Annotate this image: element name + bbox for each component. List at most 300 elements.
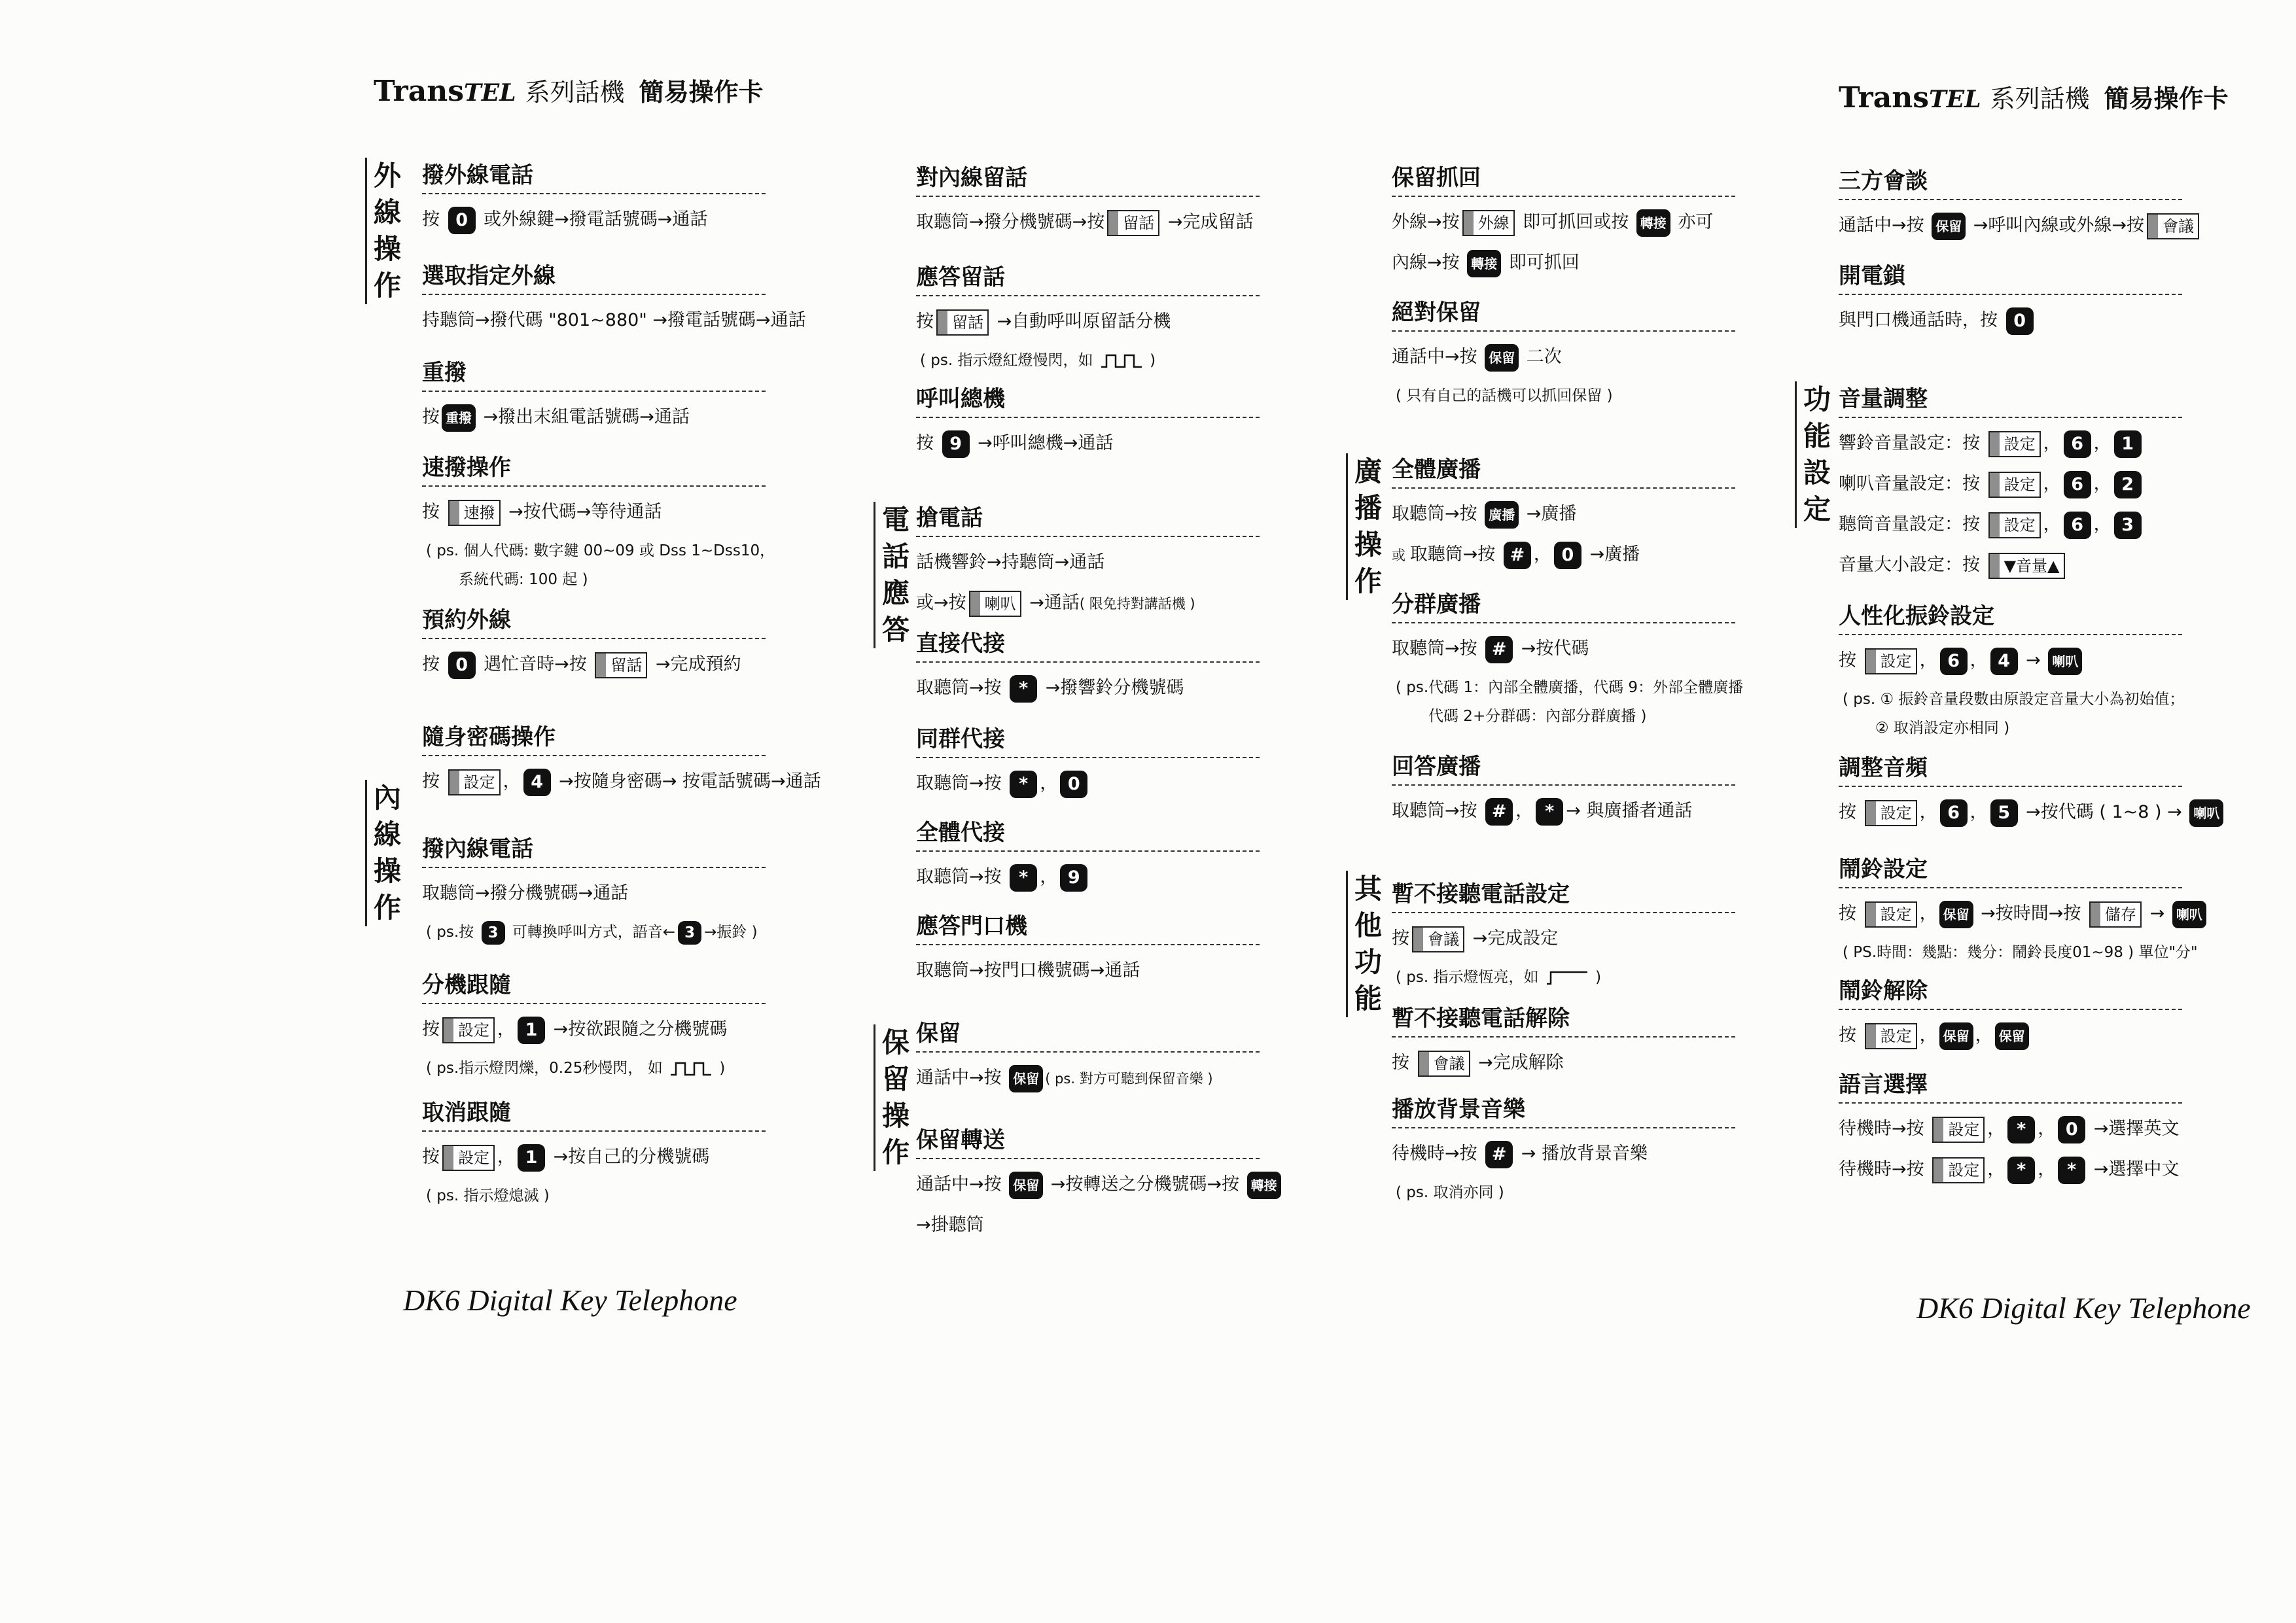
instruction-lines [422, 873, 766, 914]
instruction-text: ， [1919, 903, 1937, 924]
instruction-text: ( ps. 指示燈恆亮，如 [1396, 969, 1544, 986]
key-0: 0 [448, 207, 476, 234]
instruction-text: ， [2038, 1119, 2056, 1139]
instruction-text: 取聽筒→按 [1392, 801, 1483, 821]
instruction-section [916, 626, 1260, 708]
instruction-section [1392, 452, 1735, 575]
side-category-label: 外線操作 [365, 158, 404, 304]
key-redial: 重撥 [442, 404, 476, 432]
instruction-text: →選擇中文 [2088, 1159, 2180, 1179]
instruction-lines [422, 492, 766, 532]
instruction-text: ， [2043, 474, 2061, 494]
instruction-lines [1839, 1109, 2182, 1190]
key-speaker: 喇叭 [969, 591, 1021, 617]
instruction-lines [916, 423, 1260, 464]
instruction-text: →按欲跟隨之分機號碼 [548, 1019, 728, 1039]
instruction-text: ) [1590, 969, 1602, 986]
instruction-text: 按 [1839, 903, 1862, 924]
instruction-line [1839, 894, 2202, 934]
instruction-text: ， [2093, 514, 2111, 534]
key-hold: 保留 [1995, 1022, 2029, 1050]
key-1: 1 [518, 1144, 545, 1172]
instruction-line [1839, 640, 2182, 681]
instruction-section [1392, 1092, 1735, 1207]
instruction-text: ， [1969, 650, 1988, 671]
instruction-line [1392, 791, 1735, 831]
key-6: 6 [2064, 512, 2091, 539]
instruction-text: 二次 [1521, 347, 1562, 367]
instruction-text: 聽筒音量設定：按 [1839, 514, 1986, 534]
key-4: 4 [523, 769, 551, 796]
instruction-line [916, 583, 1260, 623]
instruction-text: →選擇英文 [2088, 1119, 2180, 1139]
section-title: 暫不接聽電話設定 [1392, 877, 1735, 913]
instruction-text: →撥出末組電話號碼→通話 [478, 407, 690, 427]
instruction-text: 待機時→按 [1392, 1143, 1483, 1164]
instruction-line [916, 951, 1260, 991]
key-setting: 設定 [1865, 800, 1917, 826]
key-star: * [1010, 771, 1037, 798]
section-title: 保留抓回 [1392, 160, 1735, 197]
instruction-note [1392, 702, 1735, 731]
slow-blink-waveform-icon [1101, 353, 1142, 370]
series-label: 系列話機 [1990, 84, 2090, 113]
instruction-note [1392, 381, 1735, 410]
instruction-text: 與門口機通話時，按 [1839, 310, 2004, 330]
instruction-section [916, 815, 1260, 898]
section-title: 調整音頻 [1839, 750, 2182, 787]
key-hash: # [1485, 798, 1513, 826]
key-setting: 設定 [1865, 1023, 1917, 1049]
instruction-text: ) [715, 1060, 726, 1077]
brand-trans: Trans [374, 75, 464, 108]
instruction-section [422, 968, 766, 1083]
instruction-note [1839, 938, 2198, 967]
instruction-lines [1839, 300, 2182, 341]
instruction-text: →完成留話 [1162, 212, 1254, 232]
instruction-text: ( ps.代碼 1：內部全體廣播，代碼 9：外部全體廣播 [1396, 679, 1744, 696]
instruction-text: →完成預約 [650, 654, 741, 674]
instruction-notes [1392, 963, 1735, 992]
instruction-section [422, 720, 821, 802]
instruction-text: 按 [1392, 1053, 1415, 1073]
instruction-text: ( ps. 指示燈紅燈慢閃，如 [920, 352, 1098, 369]
instruction-notes [1392, 381, 1735, 410]
key-2: 2 [2114, 471, 2142, 498]
key-message: 留話 [1107, 210, 1159, 236]
key-transfer: 轉接 [1247, 1172, 1281, 1199]
instruction-text: ， [497, 1019, 515, 1039]
instruction-lines [1392, 629, 1735, 669]
instruction-text: 代碼 2+分群碼：內部分群廣播 ) [1428, 708, 1647, 725]
instruction-text: →通話 [1023, 593, 1080, 613]
key-message: 留話 [936, 309, 989, 336]
instruction-lines [916, 951, 1260, 991]
instruction-lines [916, 1058, 1260, 1098]
instruction-lines [1392, 494, 1735, 575]
instruction-section [1392, 749, 1735, 831]
instruction-note [1392, 673, 1744, 702]
instruction-text: 通話中→按 [1839, 215, 1930, 236]
key-0: 0 [1554, 542, 1581, 569]
instruction-section [422, 831, 766, 947]
instruction-text: 通話中→按 [916, 1068, 1008, 1088]
instruction-notes [916, 346, 1260, 375]
instruction-section [916, 160, 1260, 243]
instruction-text: →完成設定 [1467, 928, 1559, 949]
instruction-section [1392, 1001, 1735, 1083]
instruction-lines [1839, 640, 2182, 681]
key-star: * [2058, 1157, 2085, 1184]
instruction-text: → [2144, 903, 2170, 924]
key-setting: 設定 [1932, 1117, 1985, 1143]
instruction-line [422, 873, 766, 914]
instruction-text: 按 [422, 1019, 440, 1039]
instruction-text: 取聽筒→按 [916, 773, 1008, 794]
instruction-text: ② 取消設定亦相同 ) [1875, 720, 2010, 737]
instruction-text: 響鈴音量設定：按 [1839, 433, 1986, 453]
key-hold: 保留 [1939, 901, 1973, 928]
instruction-line [1839, 792, 2220, 833]
instruction-lines [1839, 205, 2195, 246]
key-star: * [2007, 1116, 2035, 1143]
key-6: 6 [1940, 799, 1968, 827]
instruction-text: ， [2043, 514, 2061, 534]
small-remark-text: ( ps. 對方可聽到保留音樂 ) [1045, 1071, 1213, 1087]
instruction-note [422, 536, 775, 565]
instruction-lines [1839, 1015, 2182, 1056]
section-title: 同群代接 [916, 722, 1260, 758]
instruction-section [422, 450, 775, 594]
instruction-note [422, 1054, 766, 1083]
instruction-line [1392, 202, 1735, 243]
instruction-text: →按隨身密碼→ 按電話號碼→通話 [553, 771, 821, 792]
instruction-line [422, 492, 766, 532]
key-conference: 會議 [2147, 213, 2199, 239]
small-remark-text: ( 限免持對講話機 ) [1079, 596, 1195, 612]
section-title: 撥外線電話 [422, 158, 766, 194]
key-6: 6 [2064, 430, 2091, 458]
instruction-section [1839, 164, 2195, 246]
instruction-line [1392, 1134, 1735, 1174]
instruction-text: →廣播 [1583, 544, 1640, 565]
key-6: 6 [1940, 648, 1968, 675]
section-title: 暫不接聽電話解除 [1392, 1001, 1735, 1038]
instruction-text: 通話中→按 [1392, 347, 1483, 367]
key-5: 5 [1990, 799, 2018, 827]
instruction-line [1392, 494, 1735, 534]
instruction-text: 持聽筒→撥代碼 "801~880" →撥電話號碼→通話 [422, 310, 806, 330]
instruction-section [422, 602, 766, 685]
key-setting: 設定 [1865, 648, 1917, 674]
key-0: 0 [2058, 1116, 2085, 1143]
key-hold: 保留 [1932, 213, 1966, 240]
instruction-text: ， [1919, 802, 1937, 822]
instruction-text: →振鈴 ) [704, 924, 758, 941]
key-star: * [2007, 1157, 2035, 1184]
instruction-note [422, 918, 766, 947]
instruction-section [916, 1123, 1277, 1246]
instruction-text: 按 [422, 1147, 440, 1167]
steady-on-waveform-icon [1546, 969, 1588, 986]
instruction-text: 或外線鍵→撥電話號碼→通話 [478, 209, 708, 230]
instruction-lines [1392, 1134, 1735, 1174]
side-category-label: 電話應答 [874, 502, 912, 648]
section-title: 應答門口機 [916, 909, 1260, 945]
instruction-line [422, 1137, 766, 1178]
instruction-lines [422, 644, 766, 685]
instruction-section [916, 500, 1260, 623]
instruction-text: ， [497, 1147, 515, 1167]
instruction-text: 取聽筒→按 [916, 678, 1008, 698]
instruction-text: ， [1969, 802, 1988, 822]
instruction-line [916, 668, 1260, 708]
instruction-line [422, 644, 766, 685]
instruction-text: 取聽筒→按 [1392, 638, 1483, 659]
instruction-text: ( ps.指示燈閃爍，0.25秒慢閃， 如 [426, 1060, 668, 1077]
instruction-line [1839, 1109, 2182, 1149]
instruction-text: ， [1987, 1159, 2005, 1179]
instruction-notes [1839, 938, 2198, 967]
section-title: 分機跟隨 [422, 968, 766, 1004]
instruction-text: 按 [422, 654, 446, 674]
key-setting: 設定 [1932, 1157, 1985, 1183]
instruction-text: 即可抓回 [1503, 253, 1580, 273]
instruction-lines [916, 202, 1260, 243]
instruction-lines [1392, 202, 1735, 283]
instruction-line [422, 761, 821, 802]
card-title: 簡易操作卡 [639, 78, 764, 107]
section-title: 直接代接 [916, 626, 1260, 663]
section-title: 音量調整 [1839, 381, 2182, 418]
instruction-line [1392, 243, 1735, 283]
instruction-text: ， [2038, 1159, 2056, 1179]
instruction-section [916, 909, 1260, 991]
instruction-line [1392, 918, 1735, 959]
instruction-line [916, 423, 1260, 464]
instruction-section [916, 722, 1260, 804]
key-setting: 設定 [442, 1017, 495, 1043]
instruction-section [916, 1016, 1260, 1098]
instruction-line [1392, 337, 1735, 377]
instruction-text: 按 [422, 209, 446, 230]
instruction-section [1839, 852, 2202, 967]
model-footer-right: DK6 Digital Key Telephone [1916, 1291, 2251, 1325]
instruction-text: ， [2093, 474, 2111, 494]
key-0: 0 [2006, 307, 2034, 335]
instruction-text: →按轉送之分機號碼→按 [1045, 1174, 1245, 1195]
instruction-line [916, 763, 1260, 804]
instruction-section [422, 1095, 766, 1210]
section-title: 保留轉送 [916, 1123, 1260, 1159]
key-6: 6 [2064, 471, 2091, 498]
instruction-section [1839, 750, 2220, 833]
instruction-line [422, 200, 766, 240]
instruction-text: 按 [422, 407, 440, 427]
instruction-text: ( ps. ① 振鈴音量段數由原設定音量大小為初始值； [1843, 691, 2185, 708]
instruction-text: ( 只有自己的話機可以抓回保留 ) [1396, 387, 1613, 404]
instruction-lines [422, 1137, 766, 1178]
key-9: 9 [942, 430, 970, 458]
section-title: 絕對保留 [1392, 295, 1735, 332]
instruction-text: 取聽筒→按 [916, 867, 1008, 887]
key-3: 3 [482, 921, 505, 945]
instruction-line [1392, 534, 1735, 575]
instruction-text: 按 [422, 502, 446, 522]
card-title: 簡易操作卡 [2104, 84, 2229, 113]
instruction-lines [916, 763, 1260, 804]
side-category-label: 功能設定 [1795, 381, 1833, 528]
side-category-label: 保留操作 [874, 1024, 912, 1171]
key-hash: # [1504, 542, 1531, 569]
instruction-text: 即可抓回或按 [1517, 212, 1634, 232]
key-0: 0 [448, 652, 476, 679]
instruction-text: 或→按 [916, 593, 966, 613]
instruction-text: →廣播 [1521, 504, 1577, 524]
instruction-text: 待機時→按 [1839, 1119, 1930, 1139]
instruction-text: ) [1144, 352, 1156, 369]
instruction-text: 按 [1392, 928, 1409, 949]
instruction-text: 話機響鈴→持聽筒→通話 [916, 552, 1105, 572]
instruction-lines [1839, 894, 2202, 934]
instruction-section [1839, 381, 2182, 585]
instruction-lines [1392, 918, 1735, 959]
section-title: 播放背景音樂 [1392, 1092, 1735, 1128]
key-outside-line: 外線 [1462, 210, 1515, 236]
section-title: 預約外線 [422, 602, 766, 639]
instruction-section [422, 258, 806, 341]
instruction-section [1839, 599, 2185, 742]
instruction-text: 取聽筒→撥分機號碼→按 [916, 212, 1105, 232]
key-speed-dial: 速撥 [448, 500, 501, 526]
instruction-section [1392, 160, 1735, 283]
key-speaker: 喇叭 [2172, 901, 2206, 928]
section-title: 應答留話 [916, 260, 1260, 296]
instruction-note [422, 565, 766, 594]
section-title: 搶電話 [916, 500, 1260, 537]
instruction-text: 可轉換呼叫方式，語音← [507, 924, 676, 941]
key-speaker: 喇叭 [2048, 648, 2082, 675]
section-title: 取消跟隨 [422, 1095, 766, 1132]
instruction-line [1839, 545, 2182, 585]
instruction-lines [916, 302, 1260, 342]
key-hold: 保留 [1009, 1172, 1043, 1199]
brand-trans: Trans [1839, 81, 1929, 114]
instruction-section [1839, 258, 2182, 341]
key-4: 4 [1990, 648, 2018, 675]
section-title: 撥內線電話 [422, 831, 766, 868]
key-transfer: 轉接 [1636, 209, 1670, 237]
key-hold: 保留 [1939, 1022, 1973, 1050]
section-title: 全體廣播 [1392, 452, 1735, 489]
section-title: 重撥 [422, 355, 766, 392]
instruction-notes [422, 536, 775, 594]
instruction-section [1392, 587, 1744, 731]
instruction-text: →呼叫總機→通話 [972, 433, 1114, 453]
key-0: 0 [1060, 771, 1087, 798]
instruction-section [422, 158, 766, 240]
section-title: 人性化振鈴設定 [1839, 599, 2182, 635]
instruction-line [916, 202, 1260, 243]
instruction-text: 外線→按 [1392, 212, 1460, 232]
instruction-line [1839, 423, 2182, 464]
instruction-text: ( ps. 取消亦同 ) [1396, 1184, 1504, 1201]
instruction-text: 按 [1839, 650, 1862, 671]
instruction-line [916, 302, 1260, 342]
instruction-notes [1839, 685, 2185, 742]
instruction-lines [916, 668, 1260, 708]
instruction-line [916, 1058, 1260, 1098]
instruction-text: 按 [1839, 1025, 1862, 1045]
section-title: 鬧鈴解除 [1839, 973, 2182, 1010]
section-title: 語言選擇 [1839, 1067, 2182, 1104]
model-footer-left: DK6 Digital Key Telephone [403, 1283, 737, 1317]
instruction-lines [422, 397, 766, 438]
instruction-text: ( ps. 個人代碼: 數字鍵 00~09 或 Dss 1~Dss10， [426, 542, 775, 559]
key-setting: 設定 [1988, 512, 2041, 538]
instruction-text: → [2020, 650, 2047, 671]
instruction-text: ， [1919, 650, 1937, 671]
key-star: * [1536, 798, 1563, 826]
instruction-text: 內線→按 [1392, 253, 1466, 273]
instruction-line [916, 857, 1260, 898]
instruction-line [422, 300, 806, 341]
instruction-text: →完成解除 [1472, 1053, 1564, 1073]
key-setting: 設定 [1865, 901, 1917, 928]
instruction-lines [916, 857, 1260, 898]
instruction-lines [1392, 791, 1735, 831]
instruction-text: 取聽筒→按 [1409, 544, 1501, 565]
instruction-note [1839, 714, 2182, 742]
small-remark-text: 或 [1392, 548, 1410, 563]
key-speaker: 喇叭 [2189, 799, 2223, 827]
key-volume: ▼音量▲ [1988, 553, 2065, 579]
instruction-text: →按代碼 ( 1~8 ) → [2020, 802, 2188, 822]
instruction-text: ， [1515, 801, 1534, 821]
instruction-text: →按代碼→等待通話 [503, 502, 662, 522]
instruction-line [1392, 1043, 1735, 1083]
instruction-text: →按時間→按 [1975, 903, 2087, 924]
instruction-text: 通話中→按 [916, 1174, 1008, 1195]
key-1: 1 [518, 1017, 545, 1044]
key-hold: 保留 [1009, 1065, 1043, 1092]
instruction-text: → 播放背景音樂 [1515, 1143, 1648, 1164]
key-transfer: 轉接 [1467, 250, 1501, 277]
key-setting: 設定 [1988, 472, 2041, 498]
instruction-section [1839, 1067, 2182, 1190]
side-category-label: 內線操作 [365, 780, 404, 926]
instruction-line [1839, 300, 2182, 341]
instruction-text: →自動呼叫原留話分機 [991, 311, 1171, 332]
section-title: 三方會談 [1839, 164, 2182, 200]
key-message: 留話 [595, 652, 647, 678]
instruction-lines [422, 1009, 766, 1050]
instruction-line [916, 1205, 1260, 1246]
instruction-text: ( PS.時間：幾點：幾分：鬧鈴長度01~98 ) 單位"分" [1843, 944, 2198, 961]
instruction-section [916, 260, 1260, 375]
instruction-note [916, 346, 1260, 375]
section-title: 隨身密碼操作 [422, 720, 766, 756]
instruction-notes [422, 918, 766, 947]
instruction-text: →呼叫內線或外線→按 [1968, 215, 2145, 236]
instruction-note [1392, 963, 1735, 992]
instruction-text: ， [1987, 1119, 2005, 1139]
key-hash: # [1485, 636, 1513, 663]
instruction-text: 按 [916, 433, 940, 453]
instruction-lines [1839, 792, 2220, 833]
instruction-lines [1839, 423, 2182, 585]
instruction-line [1839, 504, 2182, 545]
